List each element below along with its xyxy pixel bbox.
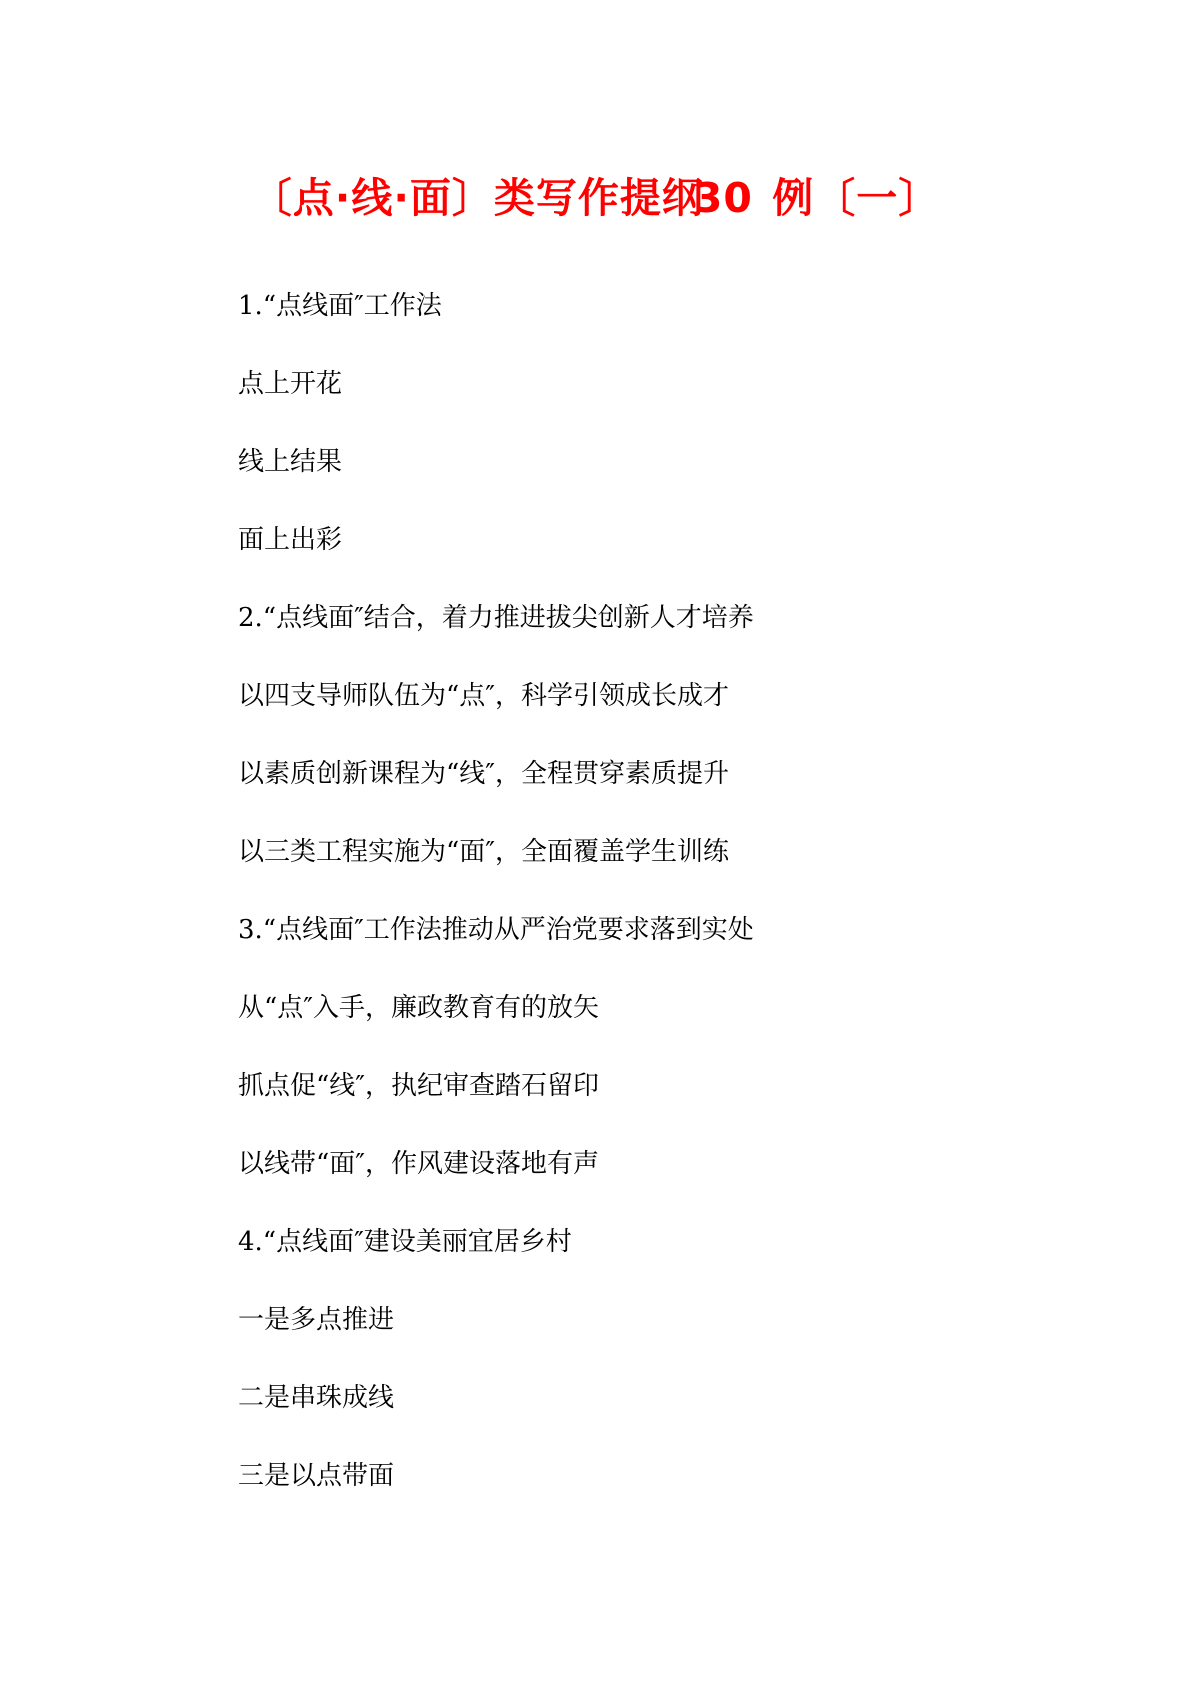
outline-heading: 4.“点线面″建设美丽宜居乡村	[238, 1227, 572, 1257]
outline-item: 线上结果	[238, 447, 343, 477]
outline-item: 二是串珠成线	[238, 1383, 395, 1413]
outline-item: 以线带“面″，作风建设落地有声	[238, 1149, 600, 1179]
outline-item: 点上开花	[238, 369, 343, 399]
outline-item: 以三类工程实施为“面″，全面覆盖学生训练	[238, 837, 730, 867]
outline-heading: 1.“点线面″工作法	[238, 291, 442, 321]
outline-item: 一是多点推进	[238, 1305, 395, 1335]
title-number: 30	[693, 174, 753, 223]
title-text: 〔点·线·面〕类写作提纲	[250, 174, 704, 223]
outline-item: 以素质创新课程为“线″，全程贯穿素质提升	[238, 759, 730, 789]
page-title	[0, 169, 1191, 227]
outline-item: 抓点促“线″，执纪审查踏石留印	[238, 1071, 600, 1101]
outline-item: 三是以点带面	[238, 1461, 395, 1491]
outline-item: 面上出彩	[238, 525, 343, 555]
title-suffix: 例〔一〕	[756, 174, 941, 223]
outline-heading: 2.“点线面″结合，着力推进拔尖创新人才培养	[238, 603, 754, 633]
outline-heading: 3.“点线面″工作法推动从严治党要求落到实处	[238, 915, 754, 945]
outline-item: 从“点″入手，廉政教育有的放矢	[238, 993, 600, 1023]
outline-list	[238, 287, 1098, 1535]
outline-item: 以四支导师队伍为“点″，科学引领成长成才	[238, 681, 730, 711]
